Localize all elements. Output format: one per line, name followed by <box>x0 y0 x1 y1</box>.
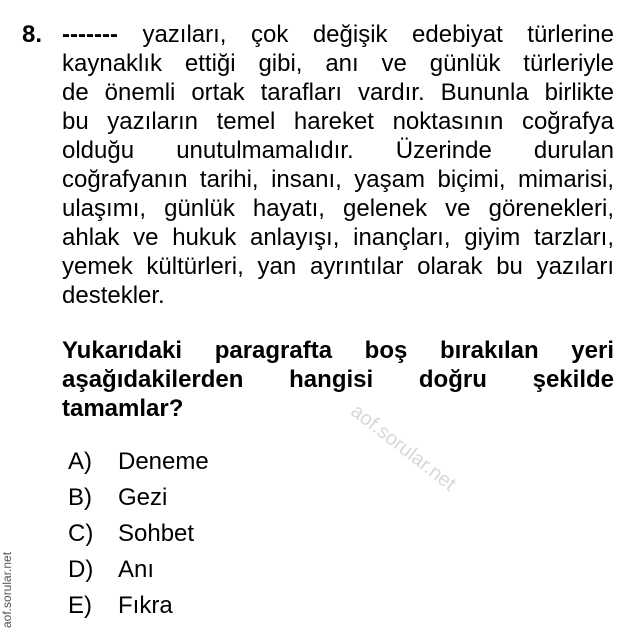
passage-line: de önemli ortak tarafları vardır. Bununla birlikte <box>62 79 614 106</box>
passage-line: ------- yazıları, çok değişik edebiyat türlerine <box>62 21 614 48</box>
blank-marker: ------- <box>62 21 118 48</box>
option-text: Deneme <box>118 448 209 475</box>
option-letter: C) <box>68 520 94 547</box>
question-line: tamamlar? <box>62 395 184 422</box>
option-d[interactable] <box>68 552 209 588</box>
side-watermark: aof.sorular.net <box>0 551 14 628</box>
option-b[interactable] <box>68 480 209 516</box>
passage-line: ahlak ve hukuk anlayışı, inançları, giyim tarzları, <box>62 224 614 251</box>
option-text: Gezi <box>118 484 168 511</box>
option-e[interactable] <box>68 588 209 624</box>
answer-options <box>68 444 209 624</box>
option-letter: D) <box>68 556 94 583</box>
passage-line: ulaşımı, günlük hayatı, gelenek ve görenekleri, <box>62 195 614 222</box>
option-text: Sohbet <box>118 520 195 547</box>
option-a[interactable] <box>68 444 209 480</box>
option-letter: B) <box>68 484 92 511</box>
passage-line: kaynaklık ettiği gibi, anı ve günlük türleriyle <box>62 50 614 77</box>
passage-line: olduğu unutulmamalıdır. Üzerinde durulan <box>62 137 614 164</box>
option-letter: A) <box>68 448 92 475</box>
passage-line: bu yazıların temel hareket noktasının coğrafya <box>62 108 614 135</box>
question-line: aşağıdakilerden hangisi doğru şekilde <box>62 366 614 393</box>
option-c[interactable] <box>68 516 209 552</box>
question-number: 8. <box>22 21 43 48</box>
passage <box>62 20 614 310</box>
question-line: Yukarıdaki paragrafta boş bırakılan yeri <box>62 337 614 364</box>
passage-line: yemek kültürleri, yan ayrıntılar olarak bu yazıları <box>62 253 614 280</box>
option-letter: E) <box>68 592 92 619</box>
passage-line: coğrafyanın tarihi, insanı, yaşam biçimi, mimarisi, <box>62 166 614 193</box>
option-text: Anı <box>118 556 155 583</box>
watermark: aof.sorular.net <box>346 400 460 496</box>
question-prompt <box>62 336 614 423</box>
passage-line: destekler. <box>62 282 165 309</box>
option-text: Fıkra <box>118 592 173 619</box>
